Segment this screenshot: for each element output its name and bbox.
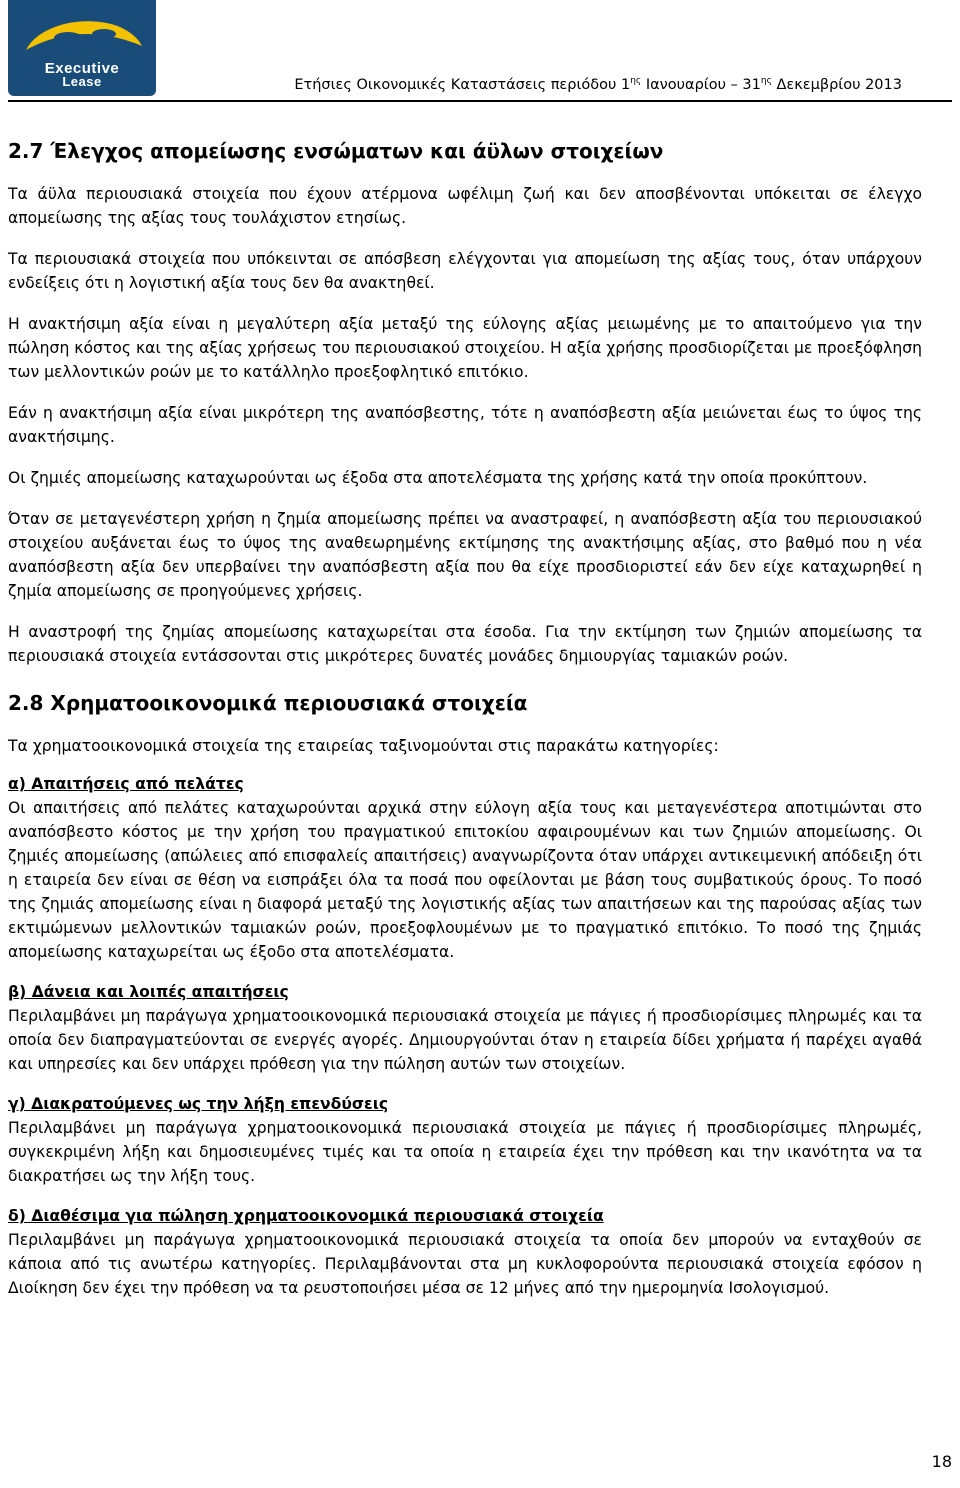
running-header: Ετήσιες Οικονομικές Καταστάσεις περιόδου $1^{\eta\varsigma}$ Ιανουαρίου – $31^{\eta\varsigma}$ Δεκεμβρίου 2013 — [294, 76, 902, 93]
section-2-8-intro: Τα χρηματοοικονομικά στοιχεία της εταιρείας ταξινομούνται στις παρακάτω κατηγορίες: — [8, 737, 719, 755]
category-c — [8, 1092, 922, 1188]
category-heading: γ) Διακρατούμενες ως την λήξη επενδύσεις — [8, 1095, 389, 1113]
company-logo — [8, 0, 156, 96]
category-heading: β) Δάνεια και λοιπές απαιτήσεις — [8, 983, 289, 1001]
category-text: Περιλαμβάνει μη παράγωγα χρηματοοικονομικά περιουσιακά στοιχεία με πάγιες ή προσδιορίσιμες πληρωμές και τα οποία δεν διαπραγματεύονται σε ενεργές αγορές. Δημιουργούνται όταν η εταιρεία δίδει χρήματα ή παρέχει αγαθά και υπηρεσίες και δεν υπάρχει πρόθεση για την πώληση αυτών των στοιχείων. — [8, 1007, 922, 1073]
page-content — [8, 138, 922, 1316]
category-heading: δ) Διαθέσιμα για πώληση χρηματοοικονομικά περιουσιακά στοιχεία — [8, 1207, 604, 1225]
category-d — [8, 1204, 922, 1300]
section-2-7-title: 2.7 Έλεγχος απομείωσης ενσώματων και άϋλων στοιχείων — [8, 139, 664, 163]
paragraph: Όταν σε μεταγενέστερη χρήση η ζημία απομείωσης πρέπει να αναστραφεί, η αναπόσβεστη αξία του περιουσιακού στοιχείου αυξάνεται έως το ύψος της αναθεωρημένης εκτίμησης της ανακτήσιμης αξίας, στο βαθμό που η νέα αναπόσβεστη αξία δεν υπερβαίνει την αναπόσβεστη αξία που θα είχε προσδιοριστεί εάν δεν είχε καταχωρηθεί η ζημία απομείωσης σε προηγούμενες χρήσεις. — [8, 510, 922, 600]
paragraph: Εάν η ανακτήσιμη αξία είναι μικρότερη της αναπόσβεστης, τότε η αναπόσβεστη αξία μειώνεται έως το ύψος της ανακτήσιμης. — [8, 404, 922, 446]
header-rule — [8, 100, 952, 102]
page-number: 18 — [931, 1452, 952, 1471]
category-text: Οι απαιτήσεις από πελάτες καταχωρούνται αρχικά στην εύλογη αξία τους και μεταγενέστερα αποτιμώνται στο αναπόσβεστο κόστος με την χρήση του πραγματικού επιτοκίου αφαιρουμένων και των ζημιών απομείωσης. Οι ζημιές απομείωσης (απώλειες από επισφαλείς απαιτήσεις) αναγνωρίζοντα όταν υπάρχει αντικειμενική απόδειξη ότι η εταιρεία δεν είναι σε θέση να εισπράξει όλα τα ποσά που οφείλονται με βάση τους συμβατικούς όρους. Το ποσό της ζημιάς απομείωσης είναι η διαφορά μεταξύ της λογιστικής αξίας των απαιτήσεων και της παρούσας αξίας των εκτιμώμενων μελλοντικών ταμιακών ροών, προεξοφλουμένων με το πραγματικό επιτόκιο. Το ποσό της ζημιάς απομείωσης καταχωρείται ως έξοδο στα αποτελέσματα. — [8, 799, 922, 961]
paragraph: Η αναστροφή της ζημίας απομείωσης καταχωρείται στα έσοδα. Για την εκτίμηση των ζημιών απομείωσης τα περιουσιακά στοιχεία εντάσσονται στις μικρότερες δυνατές μονάδες δημιουργίας ταμιακών ροών. — [8, 623, 922, 665]
category-heading: α) Απαιτήσεις από πελάτες — [8, 775, 244, 793]
category-text: Περιλαμβάνει μη παράγωγα χρηματοοικονομικά περιουσιακά στοιχεία τα οποία δεν μπορούν να ενταχθούν σε κάποια από τις ανωτέρω κατηγορίες. Περιλαμβάνονται στα μη κυκλοφορούντα περιουσιακά στοιχεία εφόσον η Διοίκηση δεν έχει την πρόθεση να τα ρευστοποιήσει μέσα σε 12 μήνες από την ημερομηνία Ισολογισμού. — [8, 1231, 922, 1297]
logo-line-1: Executive — [44, 60, 120, 77]
paragraph: Οι ζημιές απομείωσης καταχωρούνται ως έξοδα στα αποτελέσματα της χρήσης κατά την οποία προκύπτουν. — [8, 469, 868, 487]
category-text: Περιλαμβάνει μη παράγωγα χρηματοοικονομικά περιουσιακά στοιχεία με πάγιες ή προσδιορίσιμες πληρωμές, συγκεκριμένη λήξη και δημοσιευμένες τιμές και τα οποία η εταιρεία έχει την πρόθεση και την ικανότητα να τα διακρατήσει ως την λήξη τους. — [8, 1119, 922, 1185]
paragraph: Τα άϋλα περιουσιακά στοιχεία που έχουν ατέρμονα ωφέλιμη ζωή και δεν αποσβένονται υπόκειται σε έλεγχο απομείωσης της αξίας τους τουλάχιστον ετησίως. — [8, 185, 922, 227]
category-a — [8, 772, 922, 964]
paragraph: Τα περιουσιακά στοιχεία που υπόκεινται σε απόσβεση ελέγχονται για απομείωση της αξίας τους, όταν υπάρχουν ενδείξεις ότι η λογιστική αξία τους δεν θα ανακτηθεί. — [8, 250, 922, 292]
logo-line-2: Lease — [62, 74, 102, 89]
category-b — [8, 980, 922, 1076]
paragraph: Η ανακτήσιμη αξία είναι η μεγαλύτερη αξία μεταξύ της εύλογης αξίας μειωμένης με το απαιτούμενο για την πώληση κόστος και της αξίας χρήσεως του περιουσιακού στοιχείου. Η αξία χρήσης προσδιορίζεται με προεξόφληση των μελλοντικών ροών με το κατάλληλο προεξοφλητικό επιτόκιο. — [8, 315, 922, 381]
section-2-8-title: 2.8 Χρηματοοικονομικά περιουσιακά στοιχεία — [8, 691, 528, 715]
